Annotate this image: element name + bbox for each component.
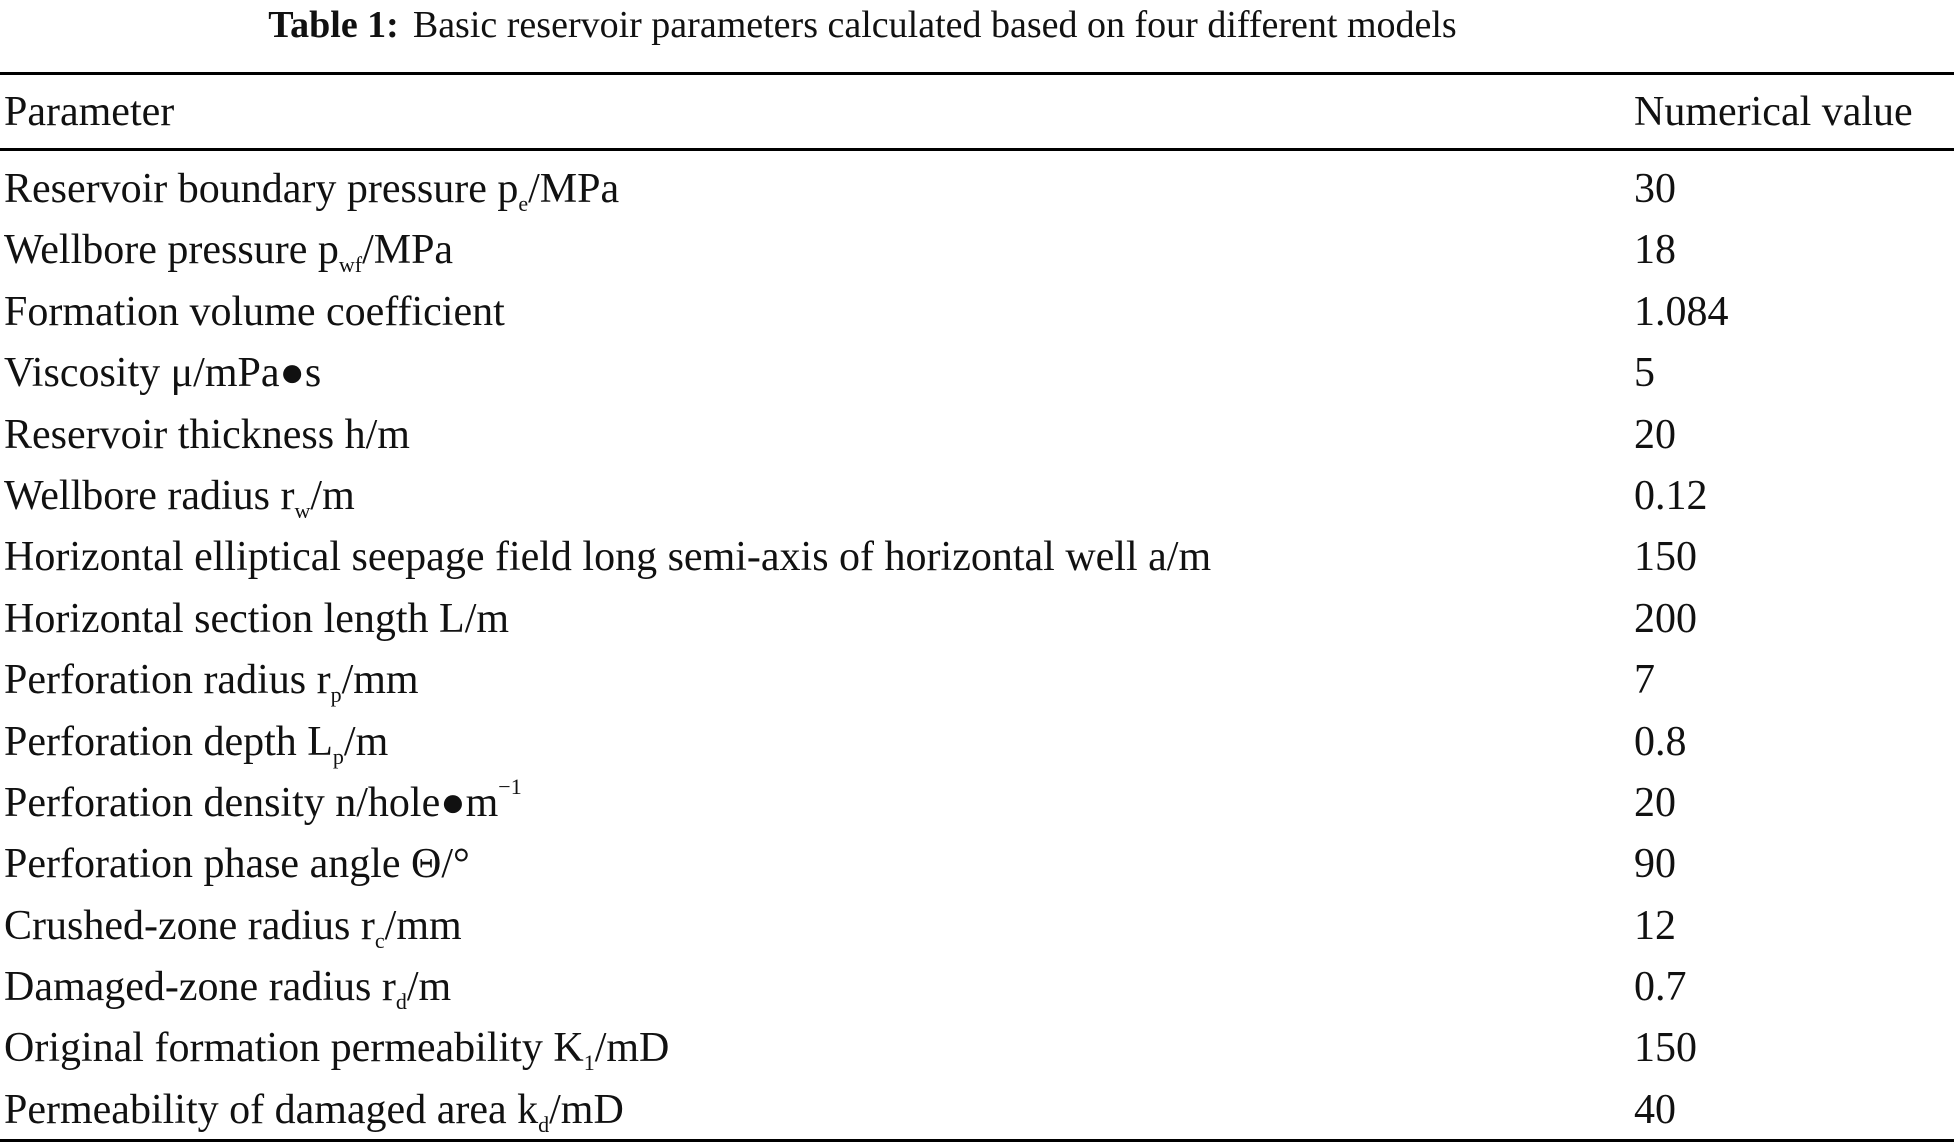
value-cell: 20	[1634, 779, 1676, 826]
table-row	[0, 466, 1954, 527]
value-cell: 20	[1634, 411, 1676, 458]
parameter-cell: Original formation permeability $K_1/mD$	[4, 1025, 670, 1076]
table-row	[0, 834, 1954, 895]
value-cell: 18	[1634, 227, 1676, 274]
parameter-cell: Damaged-zone radius $r_d/m$	[4, 964, 452, 1015]
parameter-cell: Horizontal elliptical seepage field long semi-axis of horizontal well a/m	[4, 534, 1212, 581]
parameter-cell: Crushed-zone radius $r_c/mm$	[4, 902, 462, 953]
parameter-cell: Perforation radius $r_p/mm$	[4, 657, 419, 708]
table-row	[0, 343, 1954, 404]
value-cell: 90	[1634, 841, 1676, 888]
parameter-cell: Formation volume coefficient	[4, 288, 505, 335]
value-cell: 200	[1634, 595, 1697, 642]
value-cell: 150	[1634, 534, 1697, 581]
table-body	[0, 159, 1954, 1141]
parameter-cell: Perforation density $n/hole●m^{-1}$	[4, 773, 522, 826]
table-caption-label: Table 1:	[268, 4, 399, 46]
table-row	[0, 220, 1954, 281]
parameter-cell: Reservoir boundary pressure $p_e$/MPa	[4, 166, 620, 216]
value-cell: 150	[1634, 1025, 1697, 1072]
value-cell: 0.7	[1634, 964, 1687, 1011]
value-cell: 5	[1634, 350, 1655, 397]
table-row	[0, 712, 1954, 773]
parameter-cell: Perforation phase angle Θ/°	[4, 841, 470, 888]
parameter-cell: Permeability of damaged area $k_d/mD$	[4, 1086, 624, 1137]
parameter-cell: Perforation depth $L_p/m$	[4, 718, 389, 769]
parameter-cell: Wellbore radius $r_w/m$	[4, 472, 355, 523]
table-row	[0, 282, 1954, 343]
table-row	[0, 957, 1954, 1018]
table-row	[0, 773, 1954, 834]
table-header-rule	[0, 148, 1954, 151]
table-row	[0, 527, 1954, 588]
table-row	[0, 1080, 1954, 1141]
value-cell: 40	[1634, 1086, 1676, 1133]
value-cell: 7	[1634, 657, 1655, 704]
parameter-cell: Wellbore pressure $p_{wf}$/MPa	[4, 227, 454, 278]
value-cell: 30	[1634, 166, 1676, 212]
table-bottom-rule	[0, 1139, 1954, 1142]
parameter-cell: Viscosity μ/mPa●s	[4, 350, 322, 397]
parameter-cell: Reservoir thickness h/m	[4, 411, 410, 458]
table-header-row	[0, 78, 1954, 146]
table-caption	[0, 2, 1725, 48]
header-parameter: Parameter	[4, 89, 175, 135]
table-caption-text: Basic reservoir parameters calculated based on four different models	[412, 4, 1457, 46]
table-row	[0, 1018, 1954, 1079]
table-top-rule	[0, 72, 1954, 75]
value-cell: 12	[1634, 902, 1676, 949]
table-row	[0, 159, 1954, 220]
parameter-cell: Horizontal section length L/m	[4, 595, 510, 642]
table-row	[0, 405, 1954, 466]
value-cell: 0.12	[1634, 472, 1708, 519]
table-row	[0, 589, 1954, 650]
value-cell: 0.8	[1634, 718, 1687, 765]
value-cell: 1.084	[1634, 288, 1729, 335]
table-row	[0, 896, 1954, 957]
header-numerical-value: Numerical value	[1634, 89, 1913, 135]
table-row	[0, 650, 1954, 711]
